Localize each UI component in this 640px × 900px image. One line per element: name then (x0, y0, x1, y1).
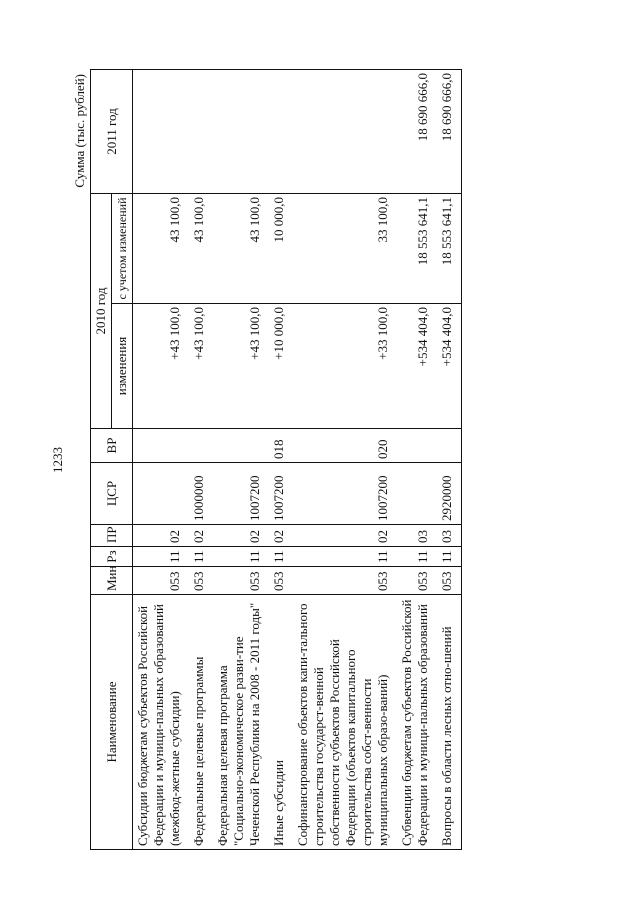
header-name: Наименование (91, 595, 133, 850)
cell-min: 053 (269, 567, 293, 595)
header-min: Мин (91, 567, 133, 595)
cell-csr: 2920000 (437, 463, 462, 525)
units-label: Сумма (тыс. рублей) (72, 74, 87, 188)
cell-y2011 (189, 70, 213, 194)
cell-pr: 03 (437, 525, 462, 547)
header-csr: ЦСР (91, 463, 133, 525)
cell-csr: 1007200 (293, 463, 397, 525)
cell-change: +534 404,0 (437, 304, 462, 429)
cell-pr: 02 (293, 525, 397, 547)
cell-pr: 02 (213, 525, 269, 547)
cell-change: +10 000,0 (269, 304, 293, 429)
cell-vr (133, 429, 190, 463)
cell-y2011 (213, 70, 269, 194)
table-row (293, 70, 397, 850)
header-year-2011: 2011 год (91, 70, 133, 194)
page-number: 1233 (50, 447, 65, 473)
cell-min: 053 (437, 567, 462, 595)
cell-y2011 (133, 70, 190, 194)
cell-with-changes: 43 100,0 (213, 194, 269, 304)
cell-rz: 11 (133, 547, 190, 567)
cell-csr: 1007200 (269, 463, 293, 525)
table-row (437, 70, 462, 850)
cell-vr (397, 429, 437, 463)
cell-rz: 11 (189, 547, 213, 567)
cell-name: Иные субсидии (269, 595, 293, 850)
cell-min: 053 (213, 567, 269, 595)
cell-rz: 11 (397, 547, 437, 567)
cell-min: 053 (133, 567, 190, 595)
table-row (189, 70, 213, 850)
header-rz: Рз (91, 547, 133, 567)
cell-vr: 020 (293, 429, 397, 463)
cell-change: +43 100,0 (213, 304, 269, 429)
cell-csr (133, 463, 190, 525)
cell-y2011: 18 690 666,0 (397, 70, 437, 194)
header-with-changes: с учетом изменений (112, 194, 133, 304)
cell-name: Федеральные целевые программы (189, 595, 213, 850)
cell-change: +33 100,0 (293, 304, 397, 429)
cell-vr (437, 429, 462, 463)
cell-vr (189, 429, 213, 463)
cell-change: +43 100,0 (133, 304, 190, 429)
header-pr: ПР (91, 525, 133, 547)
cell-min: 053 (397, 567, 437, 595)
cell-min: 053 (189, 567, 213, 595)
cell-pr: 02 (133, 525, 190, 547)
cell-change: +534 404,0 (397, 304, 437, 429)
cell-pr: 03 (397, 525, 437, 547)
cell-name: Субсидии бюджетам субъектов Российской Федерации и муници-пальных образований (межбюд-жетные субсидии) (133, 595, 190, 850)
cell-with-changes: 43 100,0 (189, 194, 213, 304)
cell-with-changes: 33 100,0 (293, 194, 397, 304)
cell-pr: 02 (269, 525, 293, 547)
cell-with-changes: 18 553 641,1 (397, 194, 437, 304)
header-changes: изменения (112, 304, 133, 429)
cell-csr: 1000000 (189, 463, 213, 525)
cell-rz: 11 (437, 547, 462, 567)
table-row (397, 70, 437, 850)
header-year-2010: 2010 год (91, 194, 112, 429)
cell-rz: 11 (269, 547, 293, 567)
cell-csr: 1007200 (213, 463, 269, 525)
table-row (213, 70, 269, 850)
cell-y2011 (269, 70, 293, 194)
cell-vr: 018 (269, 429, 293, 463)
cell-name: Софинансирование объектов капи-тального строительства государст-венной собственности субъектов Российской Федерации (объектов капитального строительства собст-венности муниципальных образо-ваний) (293, 595, 397, 850)
cell-name: Субвенции бюджетам субъектов Российской Федерации и муници-пальных образований (397, 595, 437, 850)
table-row (269, 70, 293, 850)
cell-with-changes: 43 100,0 (133, 194, 190, 304)
cell-with-changes: 10 000,0 (269, 194, 293, 304)
cell-pr: 02 (189, 525, 213, 547)
cell-min: 053 (293, 567, 397, 595)
cell-rz: 11 (213, 547, 269, 567)
cell-y2011: 18 690 666,0 (437, 70, 462, 194)
cell-change: +43 100,0 (189, 304, 213, 429)
cell-rz: 11 (293, 547, 397, 567)
header-vr: ВР (91, 429, 133, 463)
rotated-page (50, 70, 558, 850)
table-row (133, 70, 190, 850)
cell-csr (397, 463, 437, 525)
table-header (91, 70, 133, 850)
cell-y2011 (293, 70, 397, 194)
cell-name: Федеральная целевая программа "Социально-экономическое разви-тие Чеченской Республики на 2008 - 2011 годы" (213, 595, 269, 850)
budget-table (90, 69, 462, 850)
cell-with-changes: 18 553 641,1 (437, 194, 462, 304)
cell-name: Вопросы в области лесных отно-шений (437, 595, 462, 850)
cell-vr (213, 429, 269, 463)
table-body (133, 70, 462, 850)
